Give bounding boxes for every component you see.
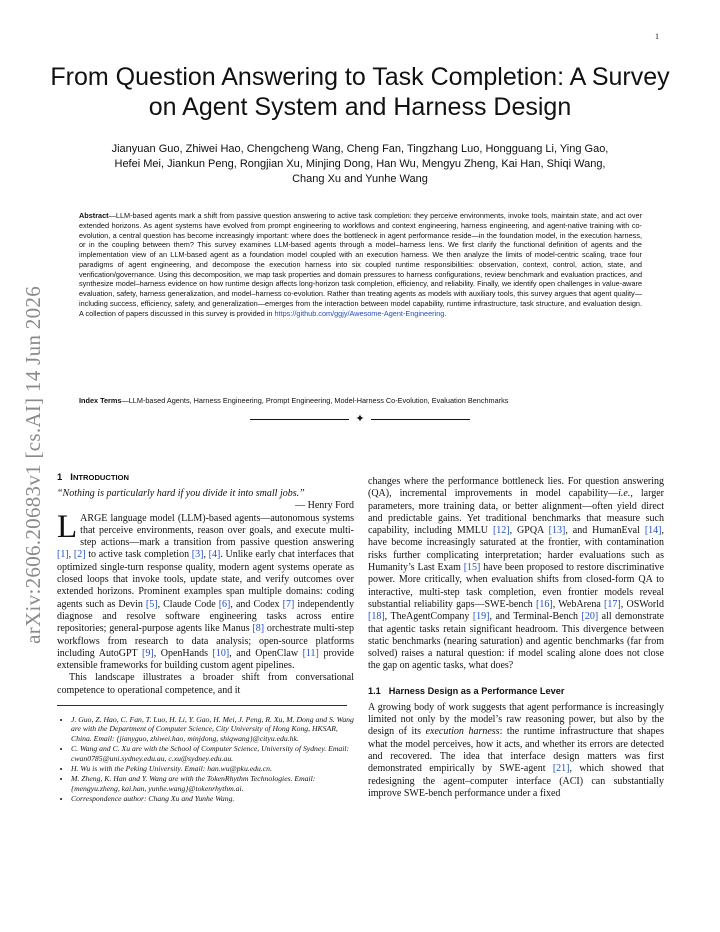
text-run: , WebArena — [552, 598, 605, 610]
italic-run: execution harness — [425, 726, 500, 738]
abstract-body: —LLM-based agents mark a shift from passive question answering to active task completion: they perceive environments, invoke tools, maintain state, and act over extended horizons. As agent systems have evolved from prompt engineering to workflows and context engineering, harness engineering, and agent-native training with co-evolution, a central question has become increasingly important: where does the bottleneck in agent performance reside—in the foundation model, in the execution harness, or in the coupling between them? This survey examines LLM-based agents through a model–harness lens. We first clarify the functional definition of agents and the implementation view of an LLM-based agent as a foundation model coupled with an execution harness. We then analyze the limits of model-centric scaling, trace four paradigms of agent engineering, and decompose the execution harness into six coupled runtime responsibilities: observation, context, control, action, state, and verification/governance. Using this decomposition, we map task properties and domain pressures to harness configurations, review benchmark and evaluation practices, and synthesize model–harness evidence on how runtime design affects long-horizon task completion, efficiency, and reliability. Finally, we identify open challenges in value-aware evaluation, safety, harness generalization, and model–harness co-evolution. Rather than treating agents as models with auxiliary tools, this survey argues that agent quality—including success, efficiency, safety, and generalization—emerges from the interaction between model capability, runtime infrastructure, task structure, and evaluation design. A collection of papers discussed in this survey is provided in — [79, 211, 642, 318]
text-run: . Unlike early chat interfaces that optimized single-turn response quality, modern agent systems operate as closed loops that invoke tools, update state, and verify outcomes over extended horizons. Prominent examples span multiple domains: coding agents such as Devin — [57, 549, 355, 610]
citation-link[interactable]: [15] — [463, 562, 481, 574]
text-run: orchestrate multi-step workflows from research to data analysis; open-source platforms including AutoGPT — [57, 623, 354, 659]
text-run: provide extensible frameworks for building custom agent pipelines. — [57, 647, 354, 672]
subsection-title: Harness Design as a Performance Lever — [388, 685, 565, 696]
right-column — [368, 476, 664, 800]
repository-link[interactable]: https://github.com/ggjy/Awesome-Agent-Engineering — [274, 308, 445, 318]
text-run: , and Terminal-Bench — [489, 611, 582, 623]
text-run: all demonstrate that agentic tasks retain significant headroom. This divergence between static benchmarks (nearing saturation) and agentic benchmarks (far from solved) raises a natural question: if model scaling alone does not close the gap on agentic tasks, what does? — [368, 611, 664, 672]
intro-paragraph-3 — [368, 476, 664, 673]
divider-rule — [250, 419, 349, 420]
abstract-label: Abstract — [79, 211, 109, 220]
text-run: language model (LLM)-based agents—autonomous systems that perceive environments, reason over goals, and execute multi-step actions—mark a transition from passive question answering — [80, 512, 354, 549]
intro-paragraph-2: This landscape illustrates a broader shift from conversational competence to operational competence, and it — [57, 672, 354, 696]
text-run: , TheAgentCompany — [384, 611, 473, 623]
divider-star-icon: ✦ — [355, 412, 365, 425]
text-run: to active task completion — [85, 549, 192, 561]
epigraph-quote: “Nothing is particularly hard if you divide it into small jobs.” — [57, 488, 305, 499]
arxiv-identifier — [10, 255, 56, 675]
citation-link[interactable]: [9] — [142, 647, 154, 659]
index-terms — [79, 396, 642, 406]
index-terms-label: Index Terms — [79, 396, 122, 405]
arxiv-identifier-text: arXiv:2606.20683v1 [cs.AI] 14 Jun 2026 — [20, 286, 45, 644]
small-caps-word: ARGE — [80, 512, 108, 524]
citation-link[interactable]: [1] — [57, 549, 69, 561]
text-run: , and HumanEval — [565, 525, 645, 537]
citation-link[interactable]: [21] — [552, 763, 570, 775]
text-run: , — [203, 549, 209, 561]
divider-rule — [371, 419, 470, 420]
text-run: , GPQA — [509, 525, 549, 537]
text-run: , larger parameters, more training data, or better alignment—often yield direct and predictable gains. Yet traditional benchmarks that measure such capability, including MMLU — [368, 488, 664, 537]
author-line: Chang Xu and Yunhe Wang — [292, 173, 428, 185]
citation-link[interactable]: [7] — [282, 598, 295, 610]
citation-link[interactable]: [11] — [302, 647, 319, 659]
left-column — [57, 472, 354, 805]
section-heading — [57, 472, 354, 484]
text-run: , OSWorld — [620, 598, 664, 610]
section-divider — [250, 412, 470, 426]
footnote: • H. Wu is with the Peking University. Email: han.wu@pku.edu.cn. — [71, 764, 354, 773]
text-run: , which showed that redesigning the agent–computer interface (ACI) can substantially improve SWE-bench performance under a fixed — [368, 763, 664, 799]
section-number: 1 — [57, 472, 63, 483]
abstract — [79, 211, 642, 318]
text-run: , and Codex — [230, 598, 283, 610]
footnote: • C. Wang and C. Xu are with the School of Computer Science, University of Sydney. Email: cwan0785@uni.sydney.edu.au, c.xu@sydney.edu.au. — [71, 744, 354, 763]
text-run: : the runtime infrastructure that shapes what the model perceives, how it acts, and whether its errors are detected and recovered. The idea that interface design matters was first demonstrated empirically by SWE-agent — [368, 726, 664, 775]
citation-link[interactable]: [17] — [604, 598, 621, 610]
text-run: , Claude Code — [157, 598, 219, 610]
subsection-number: 1.1 — [368, 685, 381, 696]
footnote: • Correspondence author: Chang Xu and Yunhe Wang. — [71, 794, 354, 803]
footnote: • J. Guo, Z. Hao, C. Fan, T. Luo, H. Li, Y. Gao, H. Mei, J. Peng, R. Xu, M. Dong and S. Wang are with the Department of Computer Science, City University of Hong Kong, HKSAR, China. Email: {jianyguo, zhiwei.hao, minjdong, shiqwang}@cityu.edu.hk. — [71, 715, 354, 743]
page-number: 1 — [655, 32, 659, 41]
subsection-heading — [368, 685, 664, 697]
author-line: Jianyuan Guo, Zhiwei Hao, Chengcheng Wang, Cheng Fan, Tingzhang Luo, Hongguang Li, Ying Gao, — [111, 143, 609, 155]
footnote: • M. Zheng, K. Han and Y. Wang are with the TokenRhythm Technologies. Email: {mengyu.zheng, kai.han, yunhe.wang}@tokenrhythm.ai. — [71, 774, 354, 793]
drop-cap: L — [57, 508, 78, 545]
citation-link[interactable]: [12] — [492, 525, 510, 537]
text-run: , have become increasingly saturated at the frontier, with contamination risks further complicating interpretation; harder evaluations such as Humanity’s Last Exam — [368, 525, 664, 574]
footnotes — [57, 715, 354, 804]
intro-paragraph-1 — [57, 508, 355, 673]
section-title-first: I — [70, 472, 73, 483]
citation-link[interactable]: [14] — [644, 525, 662, 537]
text-run: independently diagnose and resolve software engineering tasks across entire repositories; general-purpose agents like Manus — [57, 598, 354, 635]
footnote-rule — [57, 705, 347, 706]
text-run: , — [68, 549, 74, 561]
citation-link[interactable]: [16] — [536, 598, 553, 610]
abstract-end: . — [444, 308, 447, 318]
citation-link[interactable]: [10] — [212, 647, 230, 659]
section-title-rest: NTRODUCTION — [72, 473, 130, 482]
paper-title: From Question Answering to Task Completion: A Survey on Agent System and Harness Design — [50, 63, 670, 121]
text-run: A growing body of work suggests that agent performance is increasingly limited not only by the model’s raw reasoning power, but also by the design of its — [368, 701, 664, 738]
citation-link[interactable]: [2] — [73, 549, 86, 561]
subsection-paragraph — [368, 702, 664, 800]
epigraph-author: — Henry Ford — [295, 500, 354, 512]
index-terms-body: —LLM-based Agents, Harness Engineering, Prompt Engineering, Model-Harness Co-Evolution, Evaluation Benchmarks — [121, 396, 509, 405]
citation-link[interactable]: [4] — [208, 549, 221, 561]
author-list — [50, 142, 670, 187]
author-line: Hefei Mei, Jiankun Peng, Rongjian Xu, Minjing Dong, Han Wu, Mengyu Zheng, Kai Han, Shiqi Wang, — [114, 158, 606, 170]
citation-link[interactable]: [3] — [191, 549, 204, 561]
citation-link[interactable]: [5] — [145, 598, 158, 610]
citation-link[interactable]: [20] — [581, 611, 599, 623]
text-run: , and OpenClaw — [229, 647, 303, 659]
citation-link[interactable]: [18] — [368, 611, 385, 623]
citation-link[interactable]: [8] — [252, 623, 265, 635]
italic-run: i.e. — [618, 488, 631, 500]
citation-link[interactable]: [19] — [472, 611, 490, 623]
text-run: changes where the performance bottleneck lies. For question answering (QA), incremental improvements in model capability— — [368, 476, 664, 500]
text-run: have been proposed to restore discriminative power. More critically, when evaluation shifts from closed-form QA to interactive, multi-step task completion, even frontier models reveal substantial reliability gaps—SWE-bench — [368, 562, 664, 610]
citation-link[interactable]: [13] — [548, 525, 566, 537]
citation-link[interactable]: [6] — [218, 598, 231, 610]
text-run: , OpenHands — [153, 647, 213, 659]
